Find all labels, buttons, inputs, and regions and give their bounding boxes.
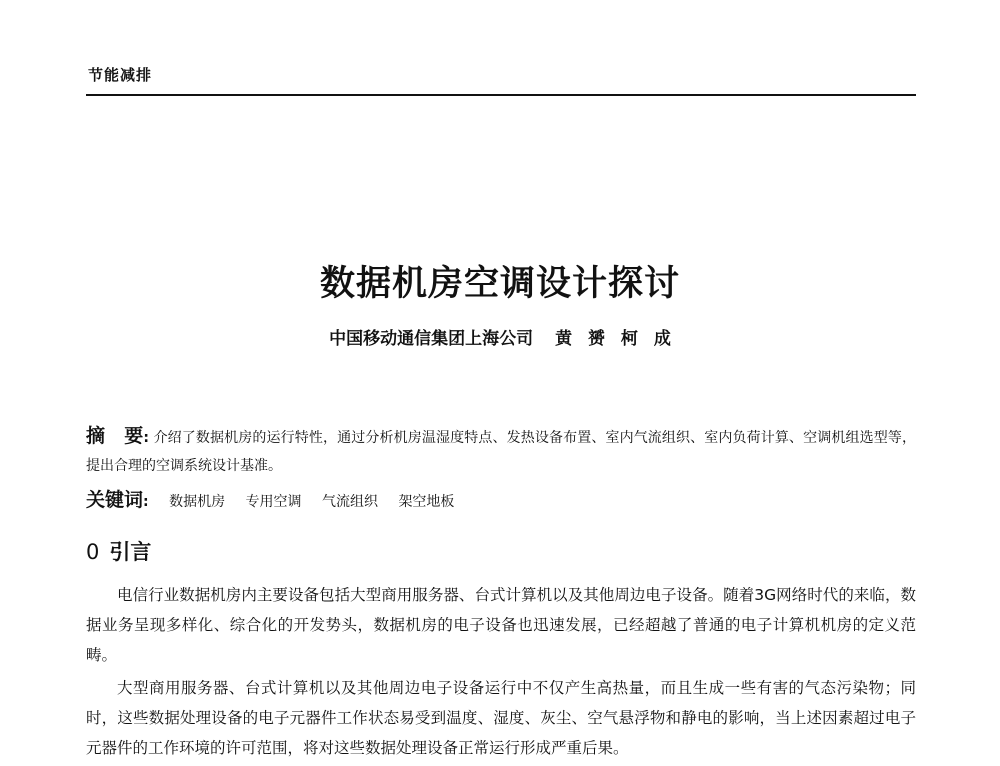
authors: 黄 赟 柯 成 (555, 329, 671, 349)
section-body (86, 580, 916, 766)
abstract-block (86, 422, 916, 480)
keywords-label: 关键词 (86, 489, 144, 511)
abstract-colon: : (143, 430, 149, 446)
running-header-label: 节能减排 (88, 66, 153, 84)
header-rule-divider (86, 94, 916, 96)
article-title: 数据机房空调设计探讨 (319, 264, 680, 304)
section-heading (86, 536, 151, 566)
abstract-text: 介绍了数据机房的运行特性，通过分析机房温湿度特点、发热设备布置、室内气流组织、室内负荷计算、空调机组选型等，提出合理的空调系统设计基准。 (86, 430, 916, 474)
section-number: 0 (86, 540, 100, 564)
keyword-item: 数据机房 (169, 494, 226, 510)
abstract-label: 摘 要 (86, 425, 144, 447)
keywords-colon: : (143, 494, 149, 510)
keyword-item: 专用空调 (245, 494, 302, 510)
body-paragraph: 大型商用服务器、台式计算机以及其他周边电子设备运行中不仅产生高热量，而且生成一些有害的气态污染物；同时，这些数据处理设备的电子元器件工作状态易受到温度、湿度、灰尘、空气悬浮物和静电的影响，当上述因素超过电子元器件的工作环境的许可范围，将对这些数据处理设备正常运行形成严重后果。 (86, 679, 916, 757)
keywords-block (86, 486, 916, 516)
keyword-item: 架空地板 (398, 494, 455, 510)
affiliation: 中国移动通信集团上海公司 (329, 329, 534, 349)
section-title: 引言 (109, 540, 152, 564)
byline (0, 324, 1000, 349)
keyword-item: 气流组织 (321, 494, 378, 510)
body-paragraph: 电信行业数据机房内主要设备包括大型商用服务器、台式计算机以及其他周边电子设备。随着3G网络时代的来临，数据业务呈现多样化、综合化的开发势头，数据机房的电子设备也迅速发展，已经超越了普通的电子计算机机房的定义范畴。 (86, 586, 916, 664)
